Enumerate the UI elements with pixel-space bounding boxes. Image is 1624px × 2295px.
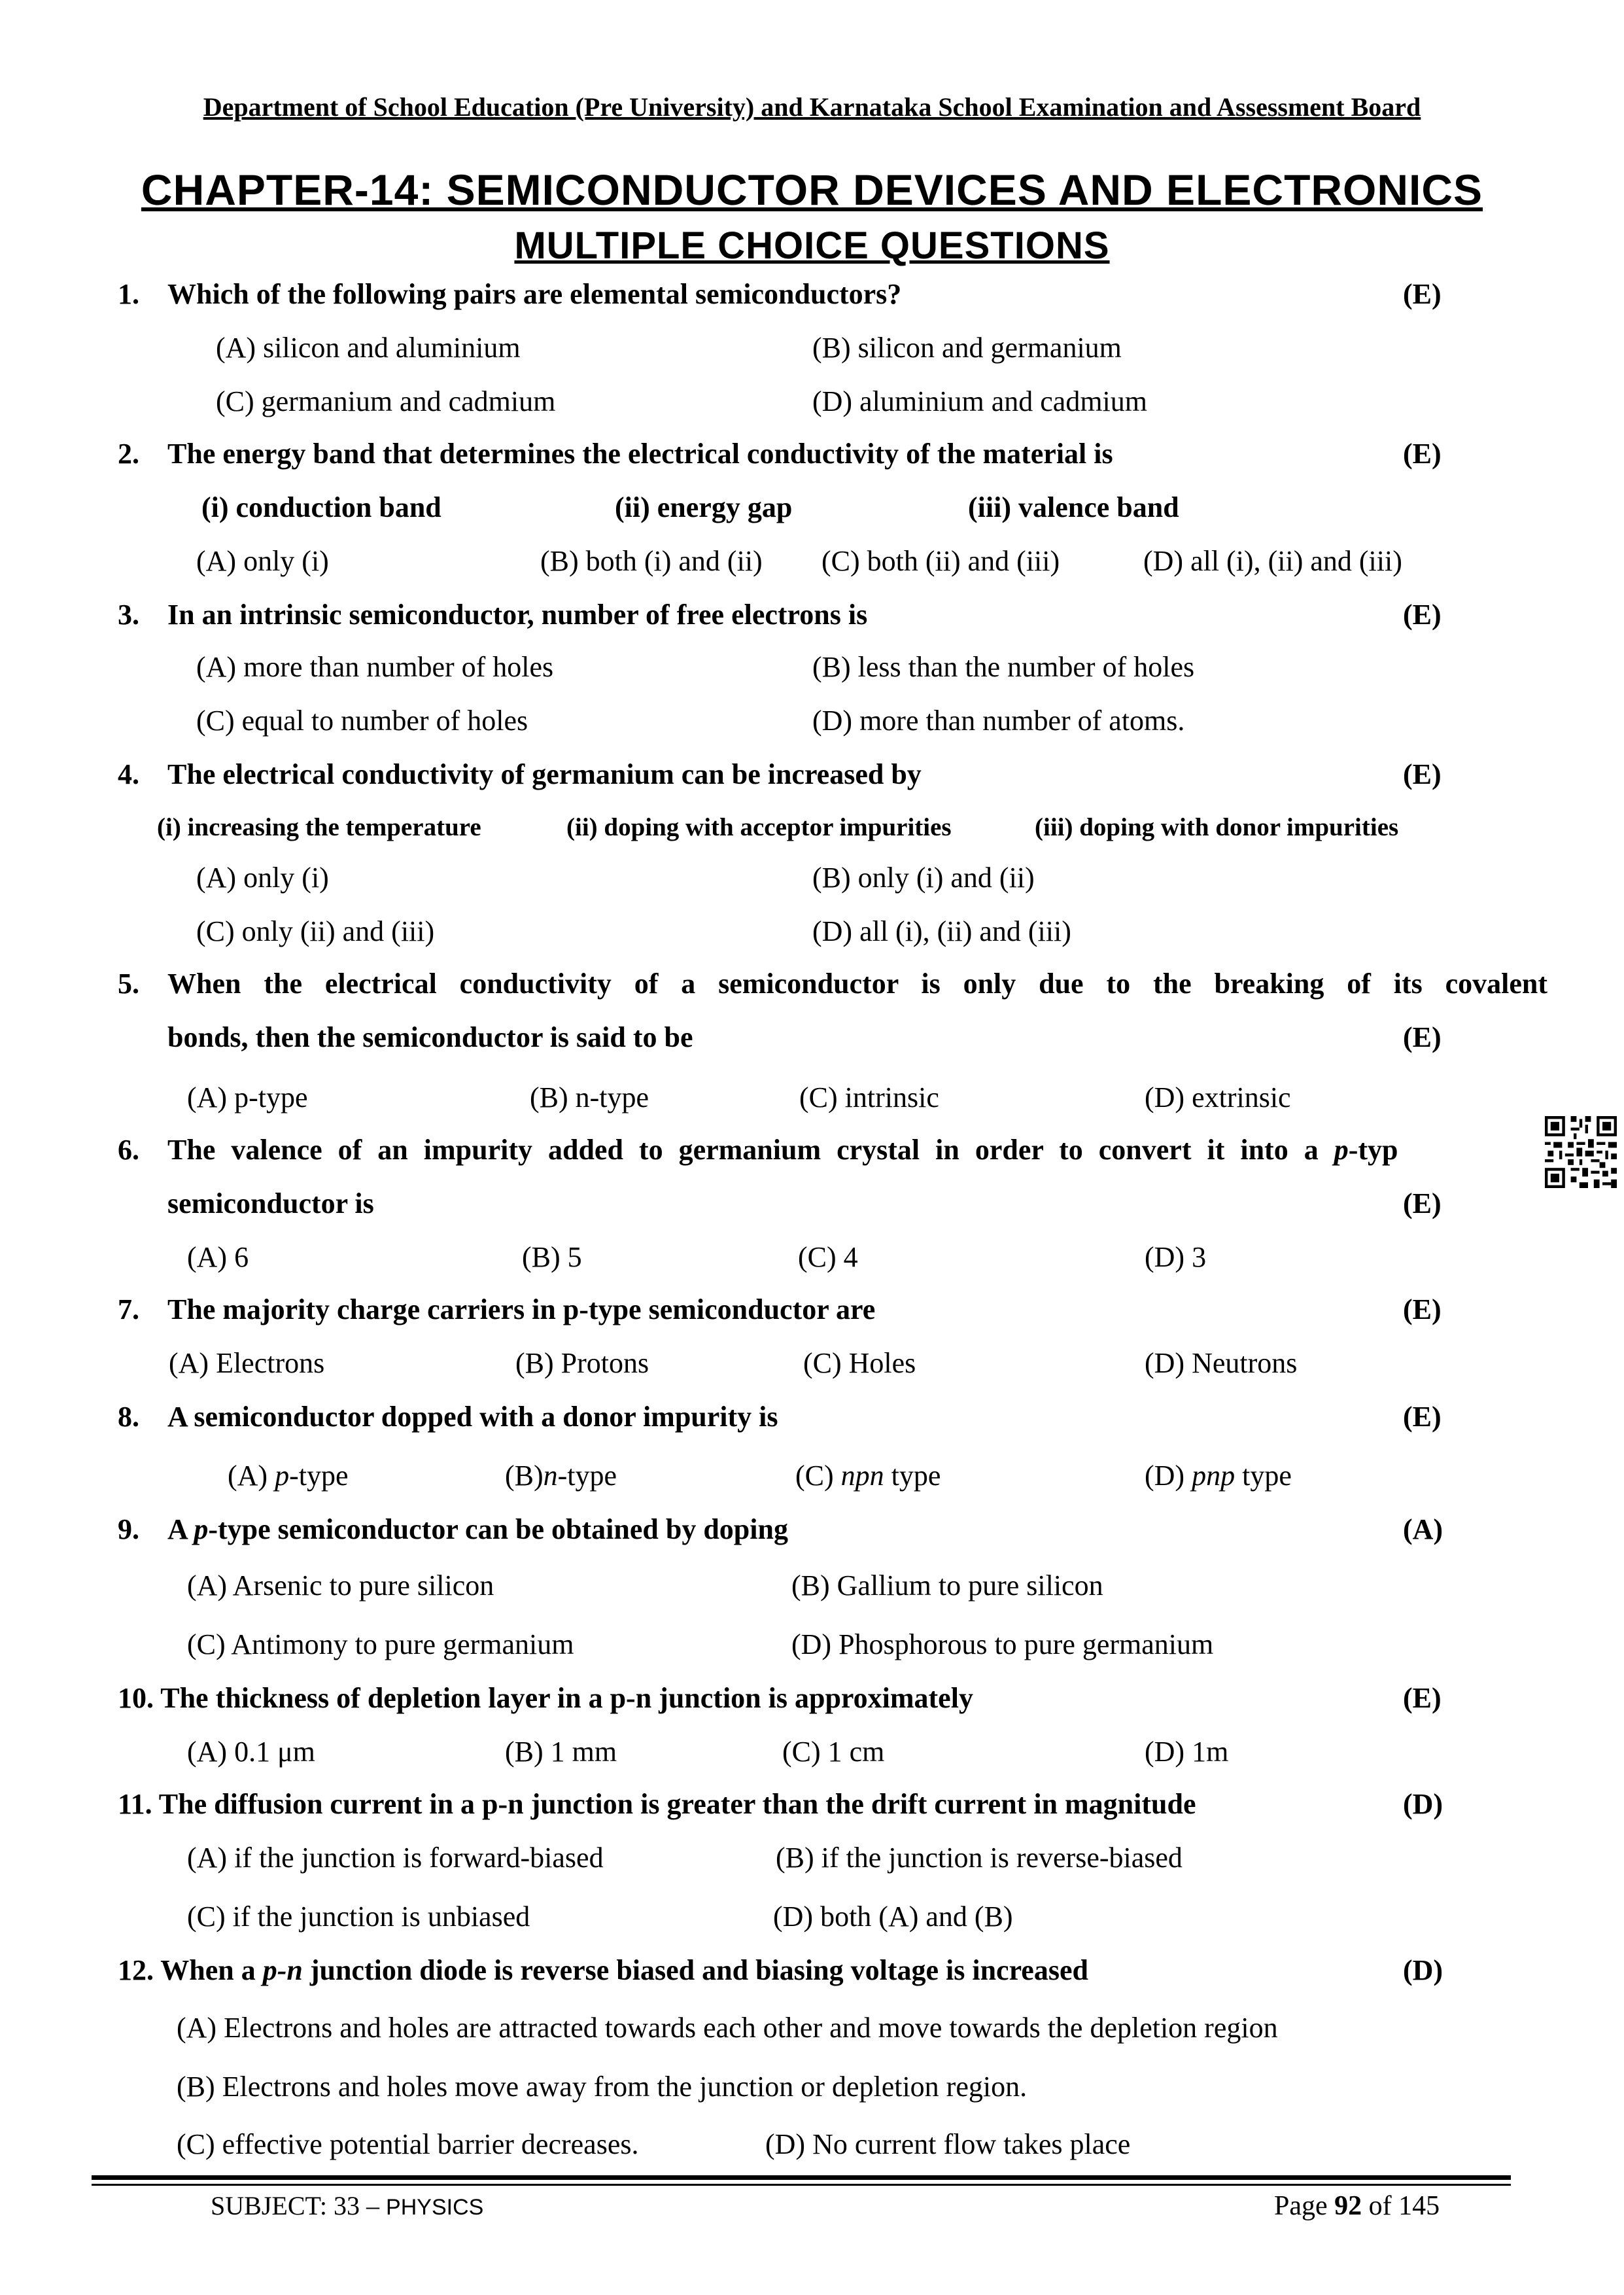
footer-subject: SUBJECT: 33 – PHYSICS bbox=[211, 2191, 484, 2220]
difficulty-level: (E) bbox=[1403, 1401, 1442, 1433]
question-text: The majority charge carriers in p-type semiconductor are bbox=[167, 1293, 876, 1325]
footer-rule bbox=[92, 2175, 1511, 2180]
option-b: (B) less than the number of holes bbox=[812, 651, 1195, 683]
option-d: (D) 1m bbox=[1145, 1736, 1229, 1768]
statement-i: (i) increasing the temperature bbox=[157, 813, 481, 841]
option-b: (B)n-type bbox=[505, 1460, 617, 1492]
option-c: (C) equal to number of holes bbox=[196, 705, 528, 737]
difficulty-level: (E) bbox=[1403, 1682, 1442, 1714]
section-title: MULTIPLE CHOICE QUESTIONS bbox=[514, 224, 1110, 267]
option-b: (B) if the junction is reverse-biased bbox=[776, 1842, 1183, 1874]
question-number: 4. bbox=[118, 758, 139, 790]
question-text-line1: When the electrical conductivity of a semiconductor is only due to the breaking of its covalent bbox=[167, 968, 1547, 1000]
option-d: (D) both (A) and (B) bbox=[773, 1901, 1013, 1933]
option-c: (C) germanium and cadmium bbox=[216, 385, 556, 417]
question-text: 11. The diffusion current in a p-n junction is greater than the drift current in magnitude bbox=[118, 1788, 1196, 1820]
option-d: (D) all (i), (ii) and (iii) bbox=[1143, 545, 1402, 577]
option-b: (B) silicon and germanium bbox=[812, 332, 1122, 364]
option-d: (D) No current flow takes place bbox=[765, 2128, 1131, 2160]
option-b: (B) 5 bbox=[522, 1241, 582, 1273]
option-b: (B) Gallium to pure silicon bbox=[791, 1569, 1103, 1602]
question-number: 3. bbox=[118, 599, 139, 631]
statement-ii: (ii) energy gap bbox=[615, 491, 793, 523]
question-number: 7. bbox=[118, 1293, 139, 1325]
question-text-line2: bonds, then the semiconductor is said to be bbox=[167, 1021, 693, 1053]
question-number: 2. bbox=[118, 438, 139, 470]
difficulty-level: (E) bbox=[1403, 1021, 1442, 1053]
statement-i: (i) conduction band bbox=[201, 491, 441, 523]
option-b: (B) only (i) and (ii) bbox=[812, 862, 1035, 894]
question-number: 5. bbox=[118, 968, 139, 1000]
option-a: (A) Arsenic to pure silicon bbox=[187, 1569, 494, 1602]
difficulty-level: (A) bbox=[1403, 1513, 1443, 1545]
option-d: (D) more than number of atoms. bbox=[812, 705, 1185, 737]
option-d: (D) Phosphorous to pure germanium bbox=[791, 1628, 1214, 1660]
option-a: (A) only (i) bbox=[196, 862, 329, 894]
difficulty-level: (E) bbox=[1403, 438, 1442, 470]
option-a: (A) Electrons bbox=[169, 1347, 325, 1379]
difficulty-level: (E) bbox=[1403, 1187, 1442, 1219]
qr-code-icon bbox=[1545, 1116, 1617, 1188]
option-b: (B) Protons bbox=[515, 1347, 649, 1379]
option-a: (A) only (i) bbox=[196, 545, 329, 577]
difficulty-level: (D) bbox=[1403, 1954, 1443, 1986]
option-b: (B) Electrons and holes move away from the junction or depletion region. bbox=[177, 2071, 1028, 2103]
question-text: A semiconductor dopped with a donor impurity is bbox=[167, 1401, 778, 1433]
option-a: (A) p-type bbox=[187, 1081, 308, 1113]
question-text: In an intrinsic semiconductor, number of free electrons is bbox=[167, 599, 868, 631]
question-text: Which of the following pairs are elemental semiconductors? bbox=[167, 278, 902, 310]
question-text: The electrical conductivity of germanium can be increased by bbox=[167, 758, 922, 790]
board-header: Department of School Education (Pre University) and Karnataka School Examination and Assessment Board bbox=[203, 92, 1421, 122]
option-c: (C) 4 bbox=[798, 1241, 858, 1273]
difficulty-level: (D) bbox=[1403, 1788, 1443, 1820]
option-c: (C) only (ii) and (iii) bbox=[196, 915, 435, 947]
option-c: (C) both (ii) and (iii) bbox=[821, 545, 1060, 577]
option-c: (C) if the junction is unbiased bbox=[187, 1901, 530, 1933]
question-number: 1. bbox=[118, 278, 139, 310]
option-d: (D) extrinsic bbox=[1145, 1081, 1291, 1113]
difficulty-level: (E) bbox=[1403, 758, 1442, 790]
question-number: 9. bbox=[118, 1513, 139, 1545]
option-a: (A) Electrons and holes are attracted towards each other and move towards the depletion region bbox=[177, 2012, 1278, 2044]
option-c: (C) Antimony to pure germanium bbox=[187, 1628, 574, 1660]
question-number: 6. bbox=[118, 1134, 139, 1166]
option-d: (D) 3 bbox=[1145, 1241, 1207, 1273]
question-text: The energy band that determines the electrical conductivity of the material is bbox=[167, 438, 1113, 470]
option-c: (C) 1 cm bbox=[782, 1736, 885, 1768]
statement-iii: (iii) doping with donor impurities bbox=[1035, 813, 1399, 841]
statement-iii: (iii) valence band bbox=[968, 491, 1179, 523]
difficulty-level: (E) bbox=[1403, 599, 1442, 631]
difficulty-level: (E) bbox=[1403, 278, 1442, 310]
option-c: (C) Holes bbox=[803, 1347, 916, 1379]
question-text-line1: The valence of an impurity added to germanium crystal in order to convert it into a p-typ bbox=[167, 1134, 1398, 1166]
option-d: (D) aluminium and cadmium bbox=[812, 385, 1147, 417]
option-a: (A) 0.1 μm bbox=[187, 1736, 315, 1768]
option-d: (D) Neutrons bbox=[1145, 1347, 1298, 1379]
question-text: 12. When a p-n junction diode is reverse biased and biasing voltage is increased bbox=[118, 1954, 1088, 1986]
question-text: A p-type semiconductor can be obtained by doping bbox=[167, 1513, 788, 1545]
option-c: (C) intrinsic bbox=[799, 1081, 939, 1113]
question-text: 10. The thickness of depletion layer in a p-n junction is approximately bbox=[118, 1682, 973, 1714]
question-text-line2: semiconductor is bbox=[167, 1187, 374, 1219]
option-d: (D) all (i), (ii) and (iii) bbox=[812, 915, 1071, 947]
option-a: (A) p-type bbox=[228, 1460, 349, 1492]
question-number: 8. bbox=[118, 1401, 139, 1433]
statement-ii: (ii) doping with acceptor impurities bbox=[566, 813, 952, 841]
option-a: (A) more than number of holes bbox=[196, 651, 554, 683]
chapter-title: CHAPTER-14: SEMICONDUCTOR DEVICES AND ELECTRONICS bbox=[141, 166, 1483, 214]
difficulty-level: (E) bbox=[1403, 1293, 1442, 1325]
option-c: (C) npn type bbox=[795, 1460, 941, 1492]
footer-rule-thin bbox=[92, 2184, 1511, 2186]
option-a: (A) 6 bbox=[187, 1241, 249, 1273]
footer-page-number: Page 92 of 145 bbox=[1274, 2191, 1440, 2221]
option-a: (A) silicon and aluminium bbox=[216, 332, 521, 364]
option-d: (D) pnp type bbox=[1145, 1460, 1292, 1492]
option-c: (C) effective potential barrier decreases. bbox=[177, 2128, 639, 2160]
option-b: (B) both (i) and (ii) bbox=[540, 545, 763, 577]
option-a: (A) if the junction is forward-biased bbox=[187, 1842, 604, 1874]
option-b: (B) 1 mm bbox=[505, 1736, 617, 1768]
option-b: (B) n-type bbox=[530, 1081, 649, 1113]
